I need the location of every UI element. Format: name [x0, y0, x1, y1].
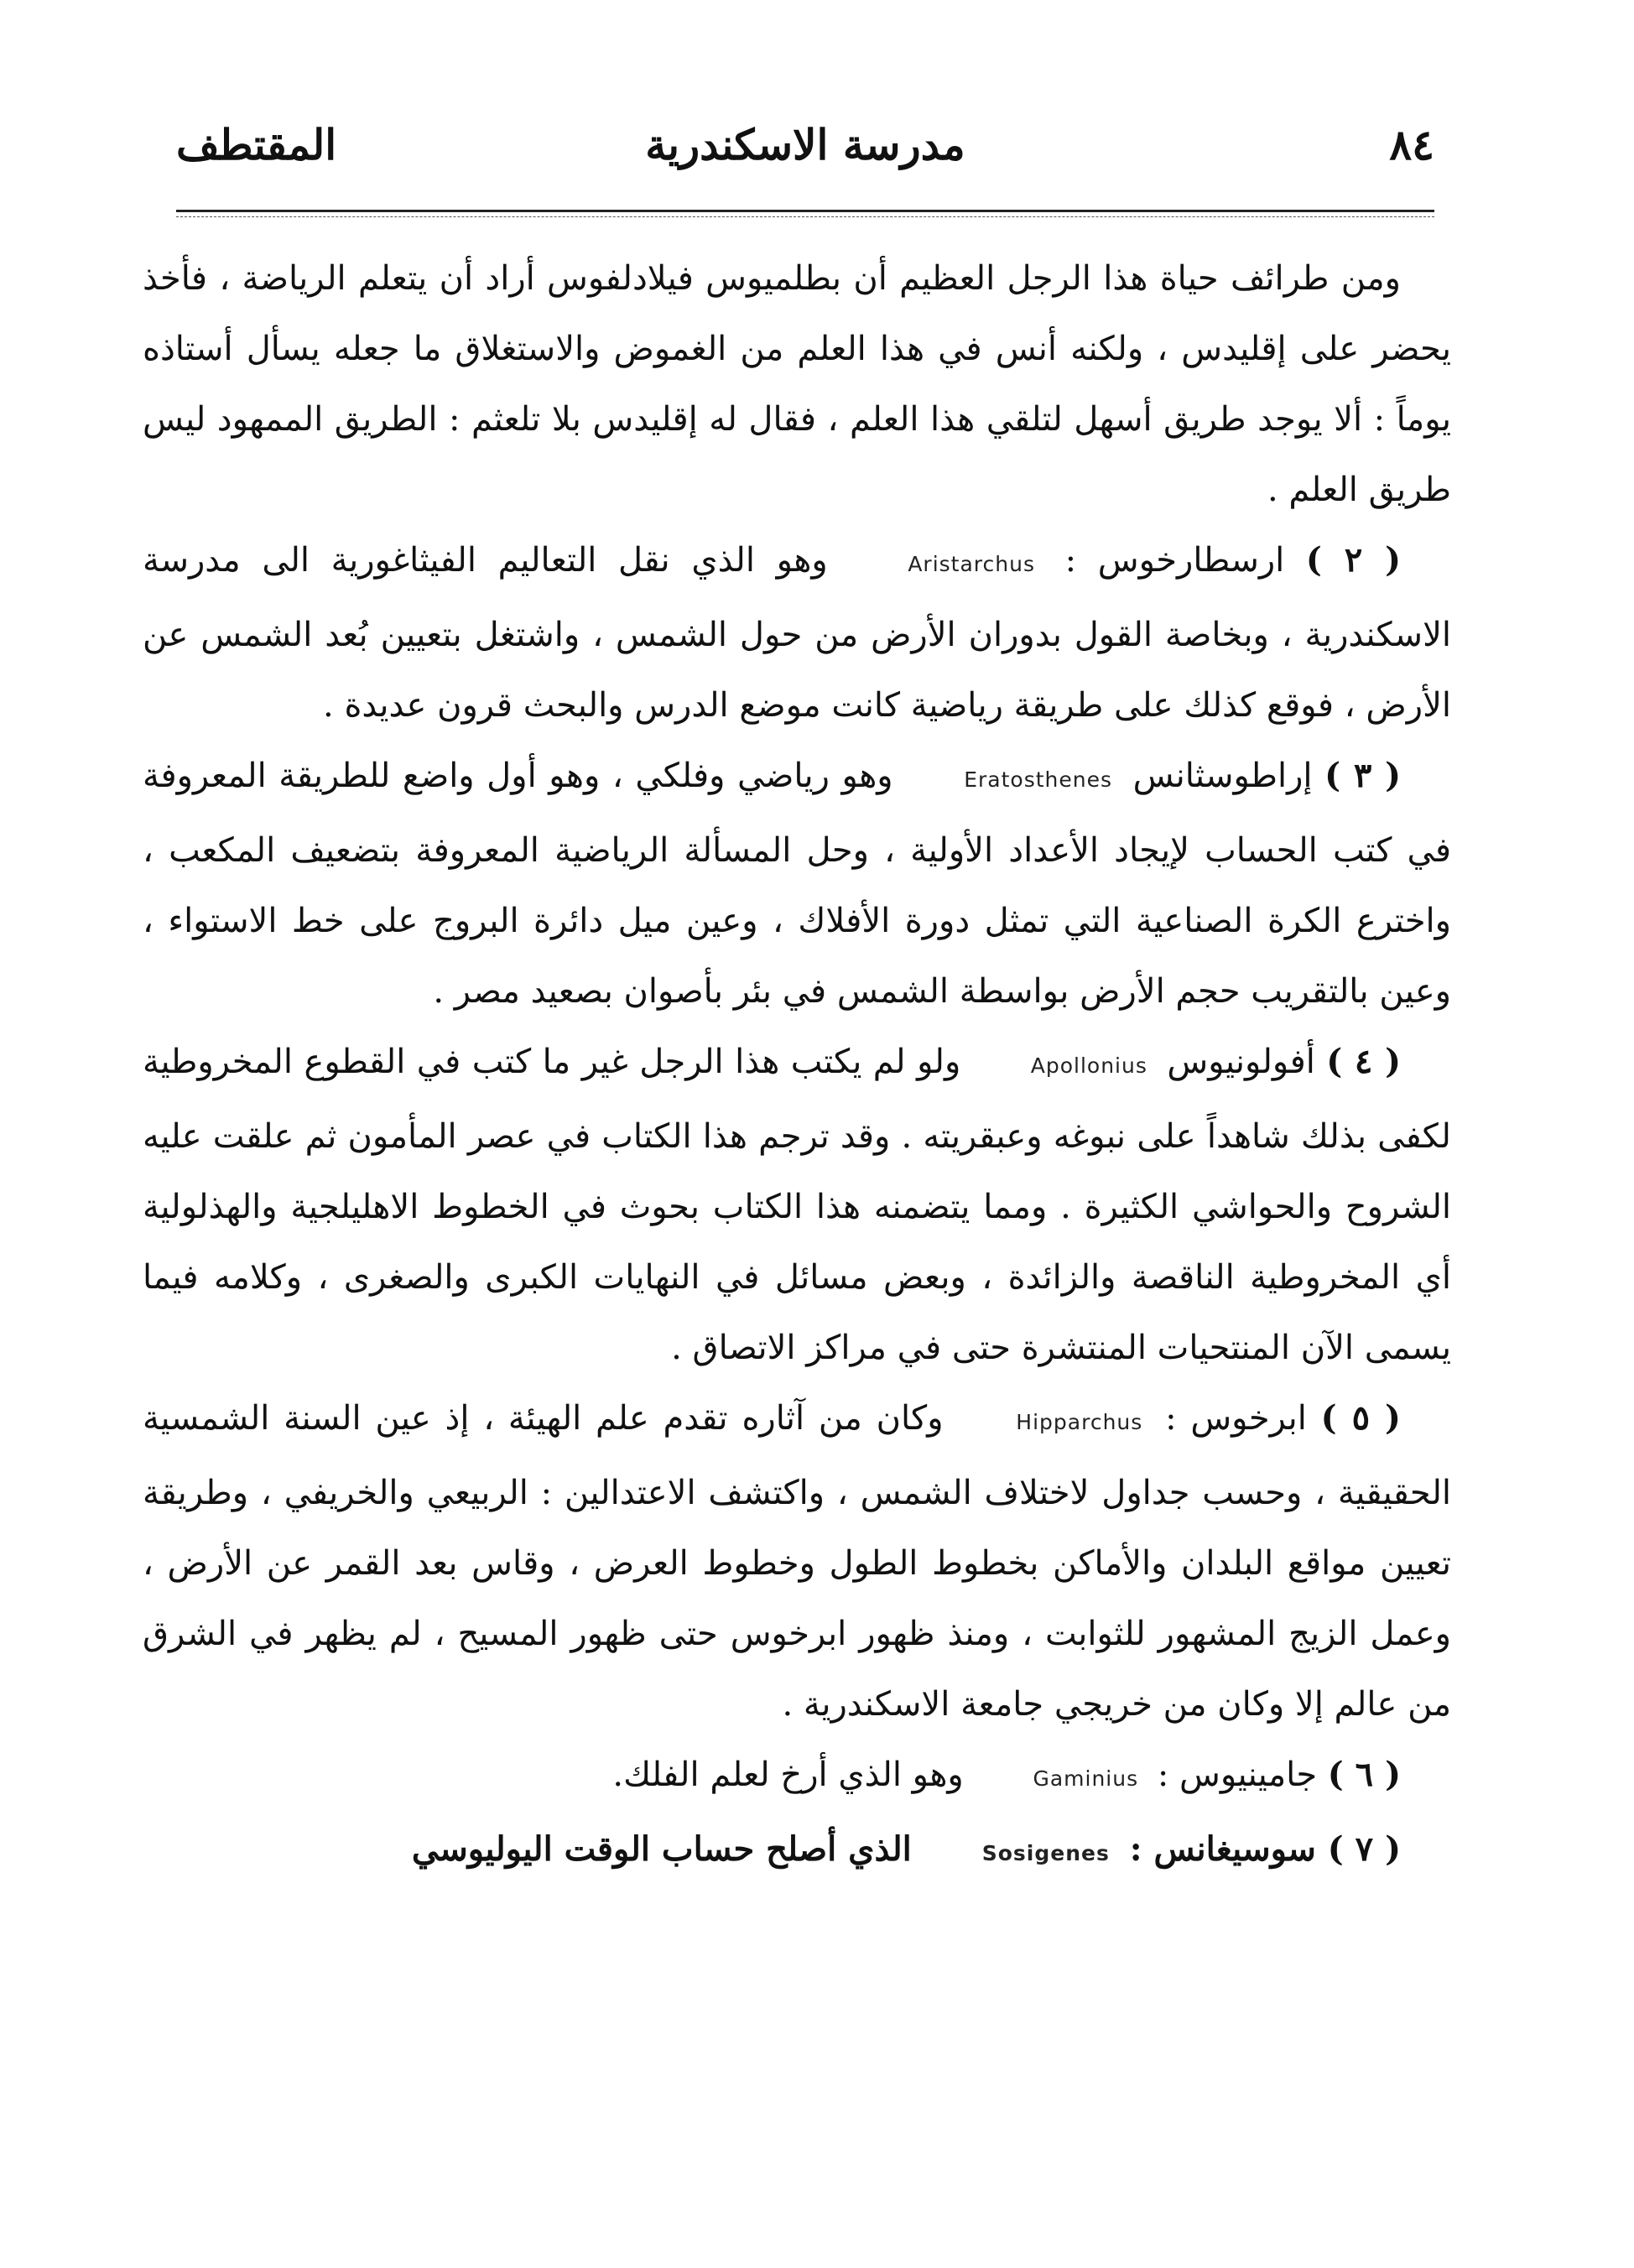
item-name: ارسطارخوس : [1064, 541, 1285, 580]
paragraph-text: الذي أصلح حساب الوقت اليوليوسي [411, 1829, 912, 1869]
latin-name: Apollonius [1030, 1053, 1147, 1078]
item-name: سوسيغانس : [1129, 1829, 1316, 1869]
paragraph-text: ولو لم يكتب هذا الرجل غير ما كتب في القطوع المخروطية لكفى بذلك شاهداً على نبوغه وعبقريته . وقد ترجم هذا الكتاب في عصر المأمون ثم علقت عليه الشروح والحواشي الكثيرة . ومما يتضمنه هذا الكتاب بحوث في الخطوط الاهليلجية والهذلولية أي المخروطية الناقصة والزائدة ، وبعض مسائل في النهايات الكبرى والصغرى ، وكلامه فيما يسمى الآن المنتحيات المنتشرة حتى في مراكز الاتصاق . [143, 1043, 1451, 1367]
latin-name: Gaminius [1033, 1766, 1139, 1791]
paragraph-apollonius [143, 1027, 1451, 1383]
item-number: ( ٣ ) [1324, 756, 1402, 795]
latin-name: Eratosthenes [964, 767, 1112, 792]
item-number: ( ٧ ) [1327, 1829, 1401, 1869]
latin-name: Sosigenes [981, 1841, 1110, 1865]
paragraph-sosigenes [143, 1814, 1451, 1889]
item-number: ( ٦ ) [1327, 1755, 1401, 1794]
paragraph-eratosthenes [143, 741, 1451, 1027]
paragraph-text: وكان من آثاره تقدم علم الهيئة ، إذ عين السنة الشمسية الحقيقية ، وحسب جداول لاختلاف الشمس ، واكتشف الاعتدالين : الربيعي والخريفي ، وطريقة تعيين مواقع البلدان والأماكن بخطوط الطول وخطوط العرض ، وقاس بعد القمر عن الأرض ، وعمل الزيج المشهور للثوابت ، ومنذ ظهور ابرخوس حتى ظهور المسيح ، لم يظهر في الشرق من عالم إلا وكان من خريجي جامعة الاسكندرية . [143, 1399, 1452, 1724]
latin-name: Hipparchus [1016, 1410, 1143, 1434]
item-name: إراطوسثانس [1132, 757, 1313, 795]
paragraph-gaminius [143, 1740, 1451, 1814]
paragraph-euclid-anecdote [143, 243, 1451, 525]
item-number: ( ٥ ) [1320, 1398, 1401, 1438]
item-number: ( ٤ ) [1326, 1042, 1402, 1081]
paragraph-text: وهو الذي نقل التعاليم الفيثاغورية الى مدرسة الاسكندرية ، وبخاصة القول بدوران الأرض من حول الشمس ، واشتغل بتعيين بُعد الشمس عن الأرض ، فوقع كذلك على طريقة رياضية كانت موضع الدرس والبحث قرون عديدة . [143, 541, 1451, 725]
item-name: أفولونيوس [1167, 1043, 1315, 1081]
running-title: مدرسة الاسكندرية [645, 120, 965, 169]
item-number: ( ٢ ) [1305, 540, 1401, 580]
latin-name: Aristarchus [908, 552, 1035, 576]
item-name: ابرخوس : [1165, 1399, 1307, 1438]
journal-name: المقتطف [176, 120, 337, 169]
paragraph-text: ومن طرائف حياة هذا الرجل العظيم أن بطلميوس فيلادلفوس أراد أن يتعلم الرياضة ، فأخذ يحضر على إقليدس ، ولكنه أنس في هذا العلم من الغموض والاستغلاق ما جعله يسأل أستاذه يوماً : ألا يوجد طريق أسهل لتلقي هذا العلم ، فقال له إقليدس بلا تلعثم : الطريق الممهود ليس طريق العلم . [143, 259, 1451, 509]
page-header [176, 116, 1434, 183]
paragraph-aristarchus [143, 525, 1451, 741]
page-number: ٨٤ [1389, 120, 1434, 169]
paragraph-text: وهو رياضي وفلكي ، وهو أول واضع للطريقة المعروفة في كتب الحساب لإيجاد الأعداد الأولية ، وحل المسألة الرياضية المعروفة بتضعيف المكعب ، واخترع الكرة الصناعية التي تمثل دورة الأفلاك ، وعين ميل دائرة البروج على خط الاستواء ، وعين بالتقريب حجم الأرض بواسطة الشمس في بئر بأصوان بصعيد مصر . [143, 757, 1451, 1011]
paragraph-text: وهو الذي أرخ لعلم الفلك. [612, 1756, 964, 1794]
item-name: جامينيوس : [1157, 1756, 1318, 1794]
article-body [143, 243, 1451, 1889]
header-rule [176, 210, 1434, 212]
paragraph-hipparchus [143, 1383, 1451, 1740]
